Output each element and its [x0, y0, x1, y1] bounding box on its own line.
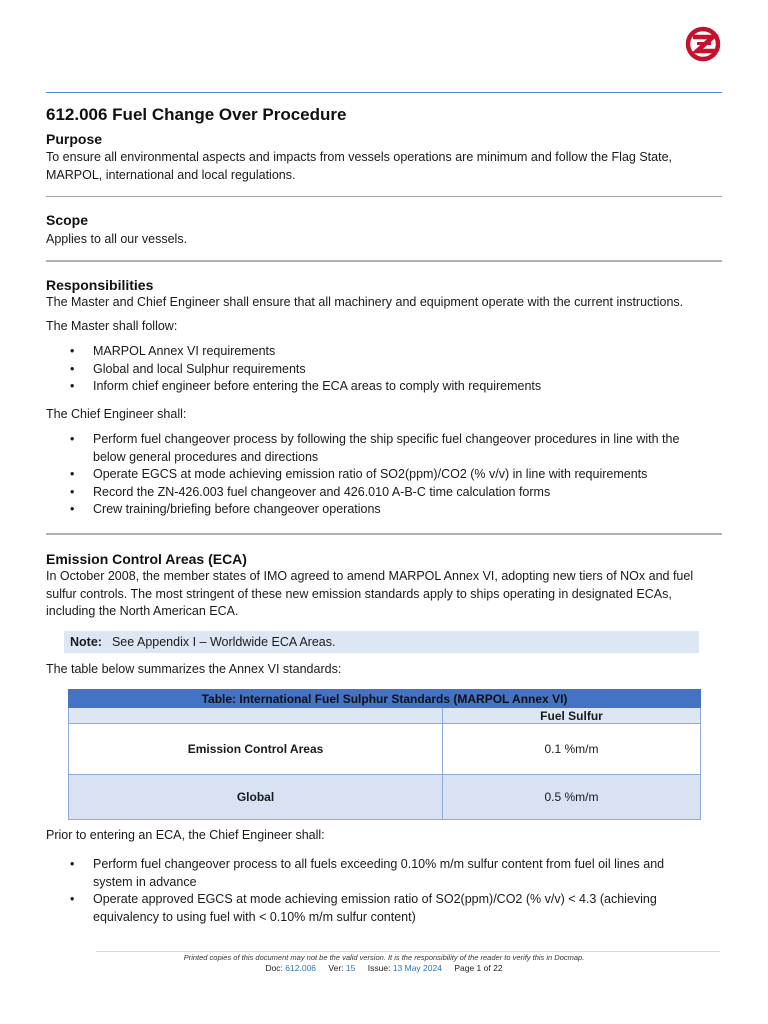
issue-label: Issue:: [367, 963, 391, 973]
note-text: See Appendix I – Worldwide ECA Areas.: [111, 635, 336, 649]
table-intro: The table below summarizes the Annex VI standards:: [46, 662, 342, 676]
eca-text: [46, 568, 722, 621]
company-logo-icon: [683, 26, 723, 62]
bullet-icon: •: [70, 379, 75, 393]
eca-heading: Emission Control Areas (ECA): [46, 551, 247, 567]
bullet-icon: •: [70, 484, 75, 499]
purpose-heading: Purpose: [46, 131, 103, 147]
version-label: Ver:: [328, 963, 344, 973]
prior-list: [46, 856, 722, 926]
eca-text-line: sulfur controls. The most stringent of these new emission standards apply to ships operating in designated ECAs,: [46, 586, 672, 601]
purpose-text-line: MARPOL, international and local regulations.: [46, 167, 296, 182]
section-divider: [46, 196, 722, 197]
purpose-text: [46, 149, 722, 184]
list-item: • Crew training/briefing before changeover operations: [46, 501, 722, 519]
section-divider: [46, 260, 722, 262]
list-item: • Operate EGCS at mode achieving emission ratio of SO2(ppm)/CO2 (% v/v) in line with requirements: [46, 466, 722, 484]
list-item: • Global and local Sulphur requirements: [46, 361, 722, 379]
version-number: 15: [345, 963, 356, 973]
footer-divider: [96, 951, 720, 952]
table-cell-value: 0.1 %m/m: [443, 724, 701, 775]
list-item: • Inform chief engineer before entering the ECA areas to comply with requirements: [46, 378, 722, 396]
list-item: • Perform fuel changeover process to all fuels exceeding 0.10% m/m sulfur content from fuel oil lines and system in advance: [70, 857, 665, 889]
prior-intro: Prior to entering an ECA, the Chief Engineer shall:: [46, 828, 325, 842]
responsibilities-intro: The Master and Chief Engineer shall ensure that all machinery and equipment operate with the current instructions.: [46, 295, 684, 309]
chief-list: [46, 431, 722, 519]
eca-text-line: including the North American ECA.: [46, 604, 239, 618]
bullet-icon: •: [70, 432, 75, 446]
bullet-icon: •: [70, 892, 75, 906]
table-column-header: Fuel Sulfur: [443, 708, 701, 724]
fuel-sulphur-table: [68, 689, 701, 820]
bullet-icon: •: [70, 344, 75, 358]
bullet-icon: •: [70, 361, 75, 376]
master-intro: The Master shall follow:: [46, 319, 178, 333]
table-cell-label: Emission Control Areas: [69, 724, 443, 775]
list-item: • MARPOL Annex VI requirements: [46, 343, 722, 361]
note-label: Note:: [70, 635, 102, 649]
table-header-empty: [69, 708, 443, 724]
table-row: [69, 775, 701, 820]
bullet-icon: •: [70, 857, 75, 871]
bullet-icon: •: [70, 467, 75, 481]
table-cell-value: 0.5 %m/m: [443, 775, 701, 820]
table-caption: Table: International Fuel Sulphur Standards (MARPOL Annex VI): [69, 690, 701, 708]
table-row: [69, 724, 701, 775]
header-divider: [46, 92, 722, 93]
doc-number: 612.006: [285, 963, 317, 973]
note-callout: [64, 631, 699, 653]
list-item: • Perform fuel changeover process by following the ship specific fuel changeover procedures in line with the below general procedures and directions: [70, 432, 680, 464]
master-list: [46, 343, 722, 396]
list-item: • Operate approved EGCS at mode achieving emission ratio of SO2(ppm)/CO2 (% v/v) < 4.3 (achieving equivalency to using fuel with < 0.10% m/m sulfur content): [70, 892, 657, 924]
purpose-text-line: To ensure all environmental aspects and impacts from vessels operations are minimum and follow the Flag State,: [46, 150, 672, 164]
list-item: • Record the ZN-426.003 fuel changeover and 426.010 A-B-C time calculation forms: [46, 484, 722, 502]
table-cell-label: Global: [69, 775, 443, 820]
footer-disclaimer: Printed copies of this document may not be the valid version. It is the responsibility of the reader to verify this in Docmap.: [183, 953, 585, 962]
scope-text: Applies to all our vessels.: [46, 232, 188, 246]
issue-date: 13 May 2024: [392, 963, 442, 973]
footer-meta: [96, 963, 672, 973]
document-title: 612.006 Fuel Change Over Procedure: [46, 105, 347, 124]
chief-intro: The Chief Engineer shall:: [46, 407, 187, 421]
doc-label: Doc:: [265, 963, 283, 973]
eca-text-line: In October 2008, the member states of IMO agreed to amend MARPOL Annex VI, adopting new tiers of NOx and fuel: [46, 569, 694, 583]
responsibilities-heading: Responsibilities: [46, 277, 154, 293]
bullet-icon: •: [70, 502, 75, 516]
section-divider: [46, 533, 722, 535]
scope-heading: Scope: [46, 212, 89, 228]
page-number: Page 1 of 22: [454, 963, 503, 973]
